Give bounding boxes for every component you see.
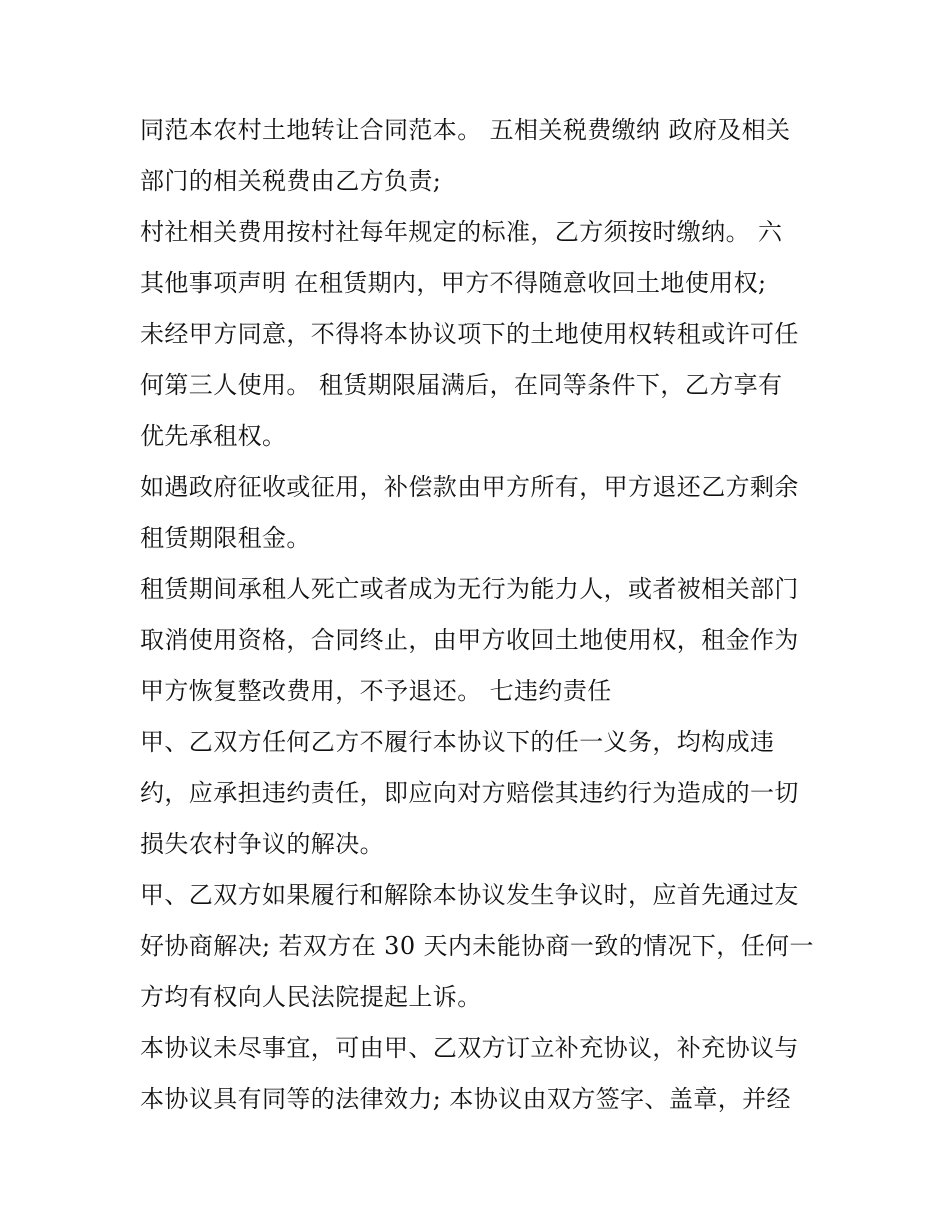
text-line: 方均有权向人民法院提起上诉。 xyxy=(140,983,482,1011)
document-body xyxy=(140,105,820,1125)
text-line: 其他事项声明 在租赁期内，甲方不得随意收回土地使用权; xyxy=(140,269,767,297)
text-line: 甲、乙双方任何乙方不履行本协议下的任一义务，均构成违 xyxy=(140,728,775,756)
text-line: 本协议具有同等的法律效力; 本协议由双方签字、盖章，并经 xyxy=(140,1085,791,1113)
text-line: 甲方恢复整改费用，不予退还。 七违约责任 xyxy=(140,677,612,705)
text-line: 租赁期限租金。 xyxy=(140,524,311,552)
text-line: 好协商解决; 若双方在 30 天内未能协商一致的情况下，任何一 xyxy=(140,932,814,960)
text-line: 部门的相关税费由乙方负责; xyxy=(140,167,442,195)
text-line: 如遇政府征收或征用，补偿款由甲方所有，甲方退还乙方剩余 xyxy=(140,473,799,501)
text-line: 租赁期间承租人死亡或者成为无行为能力人，或者被相关部门 xyxy=(140,575,799,603)
text-line: 甲、乙双方如果履行和解除本协议发生争议时，应首先通过友 xyxy=(140,881,799,909)
text-line: 何第三人使用。 租赁期限届满后，在同等条件下，乙方享有 xyxy=(140,371,783,399)
text-line: 本协议未尽事宜，可由甲、乙双方订立补充协议，补充协议与 xyxy=(140,1034,799,1062)
text-line: 约，应承担违约责任，即应向对方赔偿其违约行为造成的一切 xyxy=(140,779,799,807)
text-line: 取消使用资格，合同终止，由甲方收回土地使用权，租金作为 xyxy=(140,626,799,654)
text-line: 未经甲方同意，不得将本协议项下的土地使用权转租或许可任 xyxy=(140,320,799,348)
text-line: 村社相关费用按村社每年规定的标准，乙方须按时缴纳。 六 xyxy=(140,218,783,246)
text-line: 优先承租权。 xyxy=(140,422,287,450)
text-line: 损失农村争议的解决。 xyxy=(140,830,384,858)
text-line: 同范本农村土地转让合同范本。 五相关税费缴纳 政府及相关 xyxy=(140,116,791,144)
